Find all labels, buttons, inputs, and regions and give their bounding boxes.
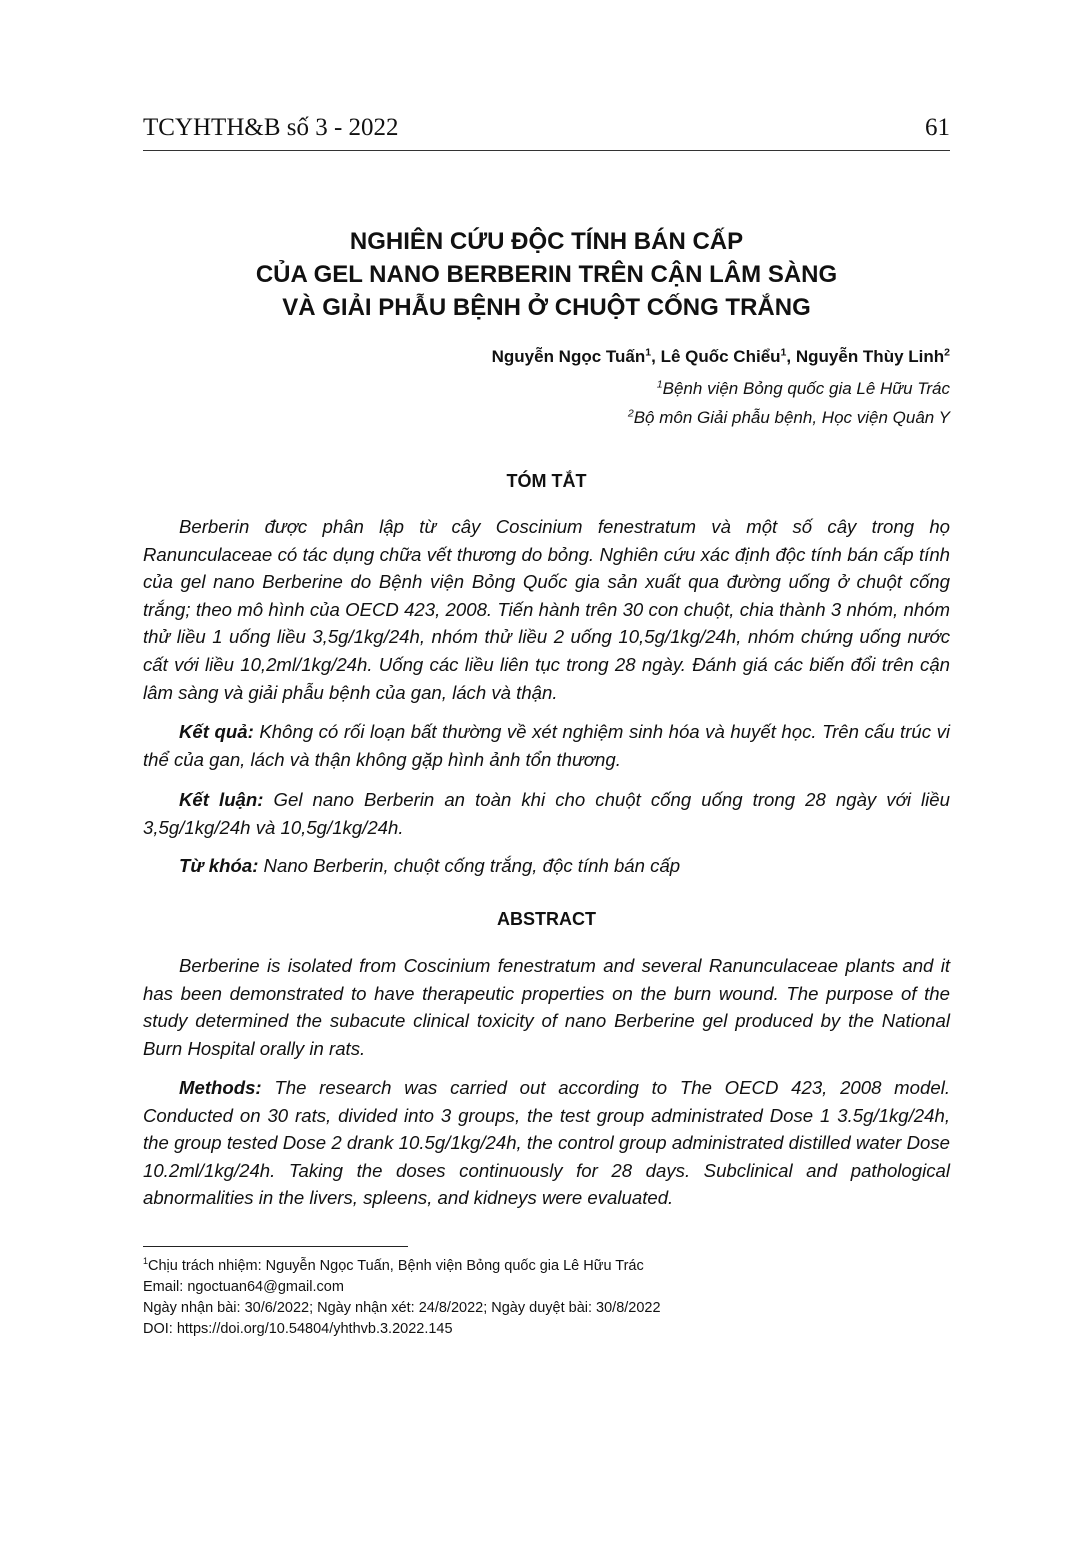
title-line: NGHIÊN CỨU ĐỘC TÍNH BÁN CẤP	[349, 228, 744, 255]
abstract-intro: Berberine is isolated from Coscinium fenestratum and several Ranunculaceae plants and it has been demonstrated to have therapeutic properties on the burn wound. The purpose of the study determined the subacute clinical toxicity of nano Berberine gel produced by the National Burn Hospital orally in rats.	[143, 955, 950, 1059]
footnote-email: Email: ngoctuan64@gmail.com	[143, 1279, 344, 1295]
title-line: VÀ GIẢI PHẪU BỆNH Ở CHUỘT CỐNG TRẮNG	[282, 294, 811, 321]
footnote-number: 1	[143, 1256, 148, 1267]
keywords-label: Từ khóa:	[179, 855, 259, 876]
author-list	[492, 347, 950, 367]
affiliation-number: 2	[627, 407, 634, 420]
results-label: Kết quả:	[179, 721, 254, 742]
affiliation-number: 1	[656, 378, 663, 391]
author-separator: ,	[786, 347, 796, 366]
summary-results	[143, 718, 950, 773]
affiliation-text: Bệnh viện Bỏng quốc gia Lê Hữu Trác	[662, 379, 950, 398]
conclusion-text: Gel nano Berberin an toàn khi cho chuột cống uống trong 28 ngày với liều 3,5g/1kg/24h và 10,5g/1kg/24h.	[143, 789, 950, 838]
footnote-responsible	[143, 1256, 661, 1277]
author-affiliation-mark: 1	[780, 346, 787, 359]
author-name: Lê Quốc Chiểu	[660, 347, 781, 366]
author-name: Nguyễn Ngọc Tuấn	[491, 347, 646, 366]
page-number: 61	[925, 114, 950, 141]
methods-label: Methods:	[179, 1077, 262, 1098]
summary-keywords	[143, 852, 950, 880]
paper-title	[143, 225, 950, 324]
methods-text: The research was carried out according to The OECD 423, 2008 model. Conducted on 30 rats, divided into 3 groups, the test group administrated Dose 1 3.5g/1kg/24h, the group tested Dose 2 drank 10.5g/1kg/24h, the control group administrated distilled water Dose 10.2ml/1kg/24h. Taking the doses continuously for 28 days. Subclinical and pathological abnormalities in the livers, spleens, and kidneys were evaluated.	[143, 1077, 950, 1209]
author-separator: ,	[651, 347, 661, 366]
footnote-responsible-text: Chịu trách nhiệm: Nguyễn Ngọc Tuấn, Bệnh viện Bỏng quốc gia Lê Hữu Trác	[148, 1258, 644, 1274]
affiliation-2	[628, 408, 950, 428]
author-affiliation-mark: 2	[944, 346, 950, 359]
footnote	[143, 1256, 661, 1340]
header-rule	[143, 150, 950, 151]
title-line: CỦA GEL NANO BERBERIN TRÊN CẬN LÂM SÀNG	[255, 261, 838, 288]
abstract-methods	[143, 1074, 950, 1212]
summary-intro: Berberin được phân lập từ cây Coscinium fenestratum và một số cây trong họ Ranunculaceae có tác dụng chữa vết thương do bỏng. Nghiên cứu xác định độc tính bán cấp tính của gel nano Berberine do Bệnh viện Bỏng Quốc gia sản xuất qua đường uống ở chuột cống trắng; theo mô hình của OECD 423, 2008. Tiến hành trên 30 con chuột, chia thành 3 nhóm, nhóm thử liều 1 uống liều 3,5g/1kg/24h, nhóm thử liều 2 uống 10,5g/1kg/24h, nhóm chứng uống nước cất với liều 10,2ml/1kg/24h. Uống các liều liên tục trong 28 ngày. Đánh giá các biến đổi trên cận lâm sàng và giải phẫu bệnh của gan, lách và thận.	[143, 516, 950, 703]
author-name: Nguyễn Thùy Linh	[795, 347, 945, 366]
summary-conclusion	[143, 786, 950, 841]
results-text: Không có rối loạn bất thường về xét nghiệm sinh hóa và huyết học. Trên cấu trúc vi thể của gan, lách và thận không gặp hình ảnh tổn thương.	[143, 721, 950, 770]
summary-heading: TÓM TẮT	[506, 471, 587, 491]
affiliation-1	[657, 379, 950, 399]
keywords-text: Nano Berberin, chuột cống trắng, độc tính bán cấp	[258, 855, 681, 876]
author-affiliation-mark: 1	[645, 346, 652, 359]
footnote-rule	[143, 1246, 408, 1247]
abstract-heading: ABSTRACT	[497, 909, 596, 929]
journal-header: TCYHTH&B số 3 - 2022	[143, 114, 399, 141]
conclusion-label: Kết luận:	[179, 789, 264, 810]
footnote-doi: DOI: https://doi.org/10.54804/yhthvb.3.2022.145	[143, 1321, 453, 1337]
footnote-dates: Ngày nhận bài: 30/6/2022; Ngày nhận xét: 24/8/2022; Ngày duyệt bài: 30/8/2022	[143, 1300, 661, 1316]
affiliation-text: Bộ môn Giải phẫu bệnh, Học viện Quân Y	[633, 408, 950, 427]
